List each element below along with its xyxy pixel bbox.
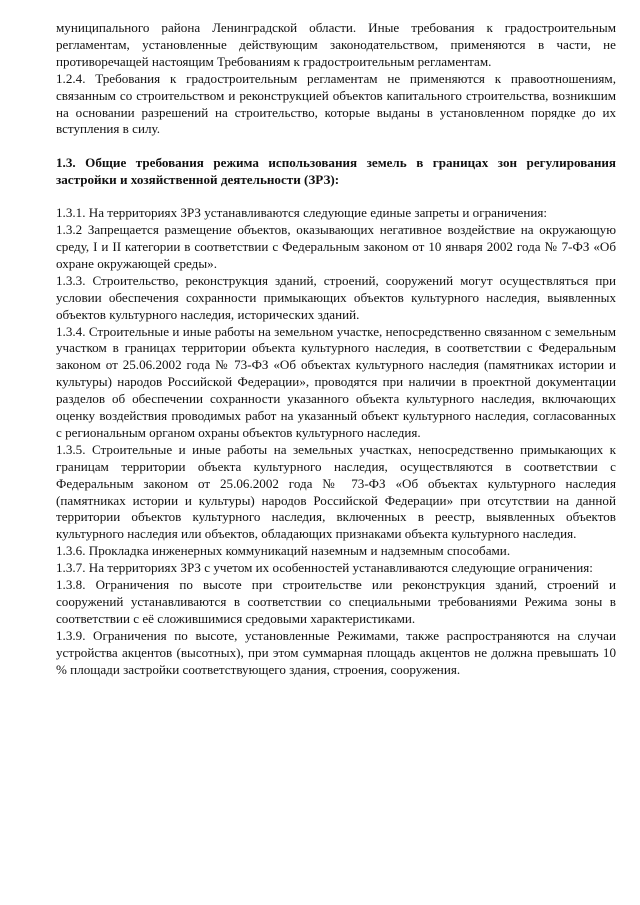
paragraph-1-3-9: 1.3.9. Ограничения по высоте, установленные Режимами, также распространяются на случаи устройства акцентов (высотных), при этом суммарная площадь акцентов не должна превышать 10 % площади застройки соответствующего здания, строения, сооружения. [56,627,616,677]
paragraph-1-2-4: 1.2.4. Требования к градостроительным регламентам не применяются к правоотношениям, связанным со строительством и реконструкцией объектов капитального строительства, возникшим на основании разрешений на строительство, которые выданы в установленном порядке до их вступления в силу. [56,70,616,137]
paragraph-1-3-6: 1.3.6. Прокладка инженерных коммуникаций наземным и надземным способами. [56,543,511,559]
paragraph-1-3-4: 1.3.4. Строительные и иные работы на земельном участке, непосредственно связанном с земельным участком в границах территории объекта культурного наследия, в соответствии с Федеральным законом от 25.06.2002 года № 73-ФЗ «Об объектах культурного наследия (памятниках истории и культуры) народов Российской Федерации», проводятся при наличии в проектной документации разделов об обеспечении сохранности указанного объекта культурного наследия, включающих оценку воздействия проводимых работ на указанный объект культурного наследия, согласованных с региональным органом охраны объектов культурного наследия. [56,323,616,440]
paragraph-1-3-8: 1.3.8. Ограничения по высоте при строительстве или реконструкция зданий, строений и сооружений устанавливаются в соответствии со специальными требованиями Режима зоны в соответствии с её сложившимися средовыми характеристиками. [56,577,616,626]
intro-paragraph: муниципального района Ленинградской области. Иные требования к градостроительным регламентам, установленные действующим законодательством, применяются в части, не противоречащей настоящим Требованиям к градостроительным регламентам. [56,20,616,69]
section-heading-1-3: 1.3. Общие требования режима использования земель в границах зон регулирования застройки и хозяйственной деятельности (ЗРЗ): [56,155,616,188]
spacer [56,189,616,205]
paragraph-1-3-5: 1.3.5. Строительные и иные работы на земельных участках, непосредственно примыкающих к границам территории объекта культурного наследия, осуществляются в соответствии с Федеральным законом от 25.06.2002 года № 73-ФЗ «Об объектах культурного наследия (памятниках истории и культуры) народов Российской Федерации» при отсутствии на данной территории объектов культурного наследия, включенных в реестр, выявленных объектов культурного наследия или объектов, обладающих признаками объекта культурного наследия. [56,441,616,542]
spacer [56,138,616,155]
document-page [56,20,616,679]
paragraph-1-3-2: 1.3.2 Запрещается размещение объектов, оказывающих негативное воздействие на окружающую среду, I и II категории в соответствии с Федеральным законом от 10 января 2002 года № 7-ФЗ «Об охране окружающей среды». [56,222,616,271]
paragraph-1-3-3: 1.3.3. Строительство, реконструкция зданий, строений, сооружений могут осуществляться при условии обеспечения сохранности примыкающих объектов культурного наследия, выявленных объектов культурного наследия, исторических зданий. [56,272,616,322]
paragraph-1-3-7: 1.3.7. На территориях ЗРЗ с учетом их особенностей устанавливаются следующие ограничения: [56,560,593,576]
paragraph-1-3-1: 1.3.1. На территориях ЗРЗ устанавливаются следующие единые запреты и ограничения: [56,205,548,221]
